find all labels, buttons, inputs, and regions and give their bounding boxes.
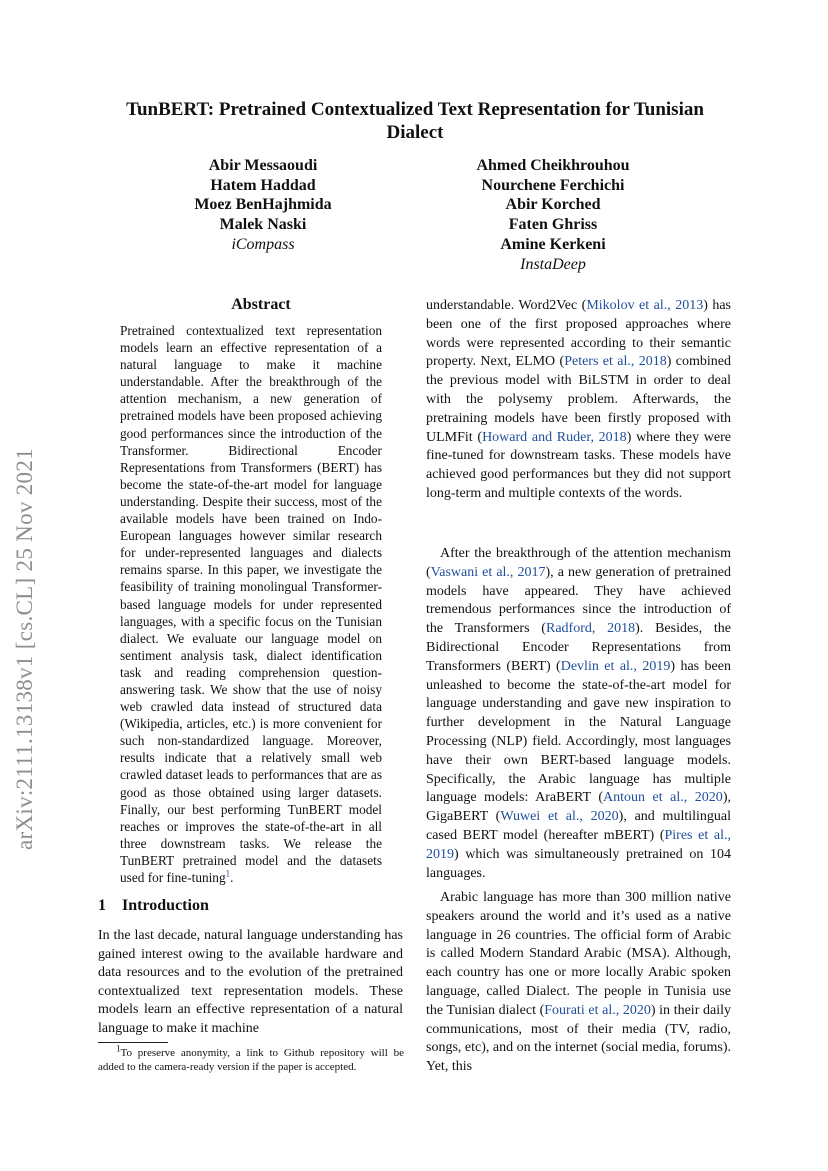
abstract-text: Pretrained contextualized text representation models learn an effective representation of a natural language to make it machine understandable. After the breakthrough of the attention mechanism, a new generation of pretrained models have been proposed achieving good performances since the introduction of the Transformer. Bidirectional Encoder Representations from Transformers (BERT) has become the state-of-the-art model for language understanding. Despite their success, most of the available models have been trained on Indo-European languages however similar research for under-represented languages and dialects remains sparse. In this paper, we investigate the feasibility of training monolingual Transformer-based language models for under represented languages, with a specific focus on the Tunisian dialect. We evaluate our language model on sentiment analysis task, dialect identification task and reading comprehension question-answering task. We show that the use of noisy web crawled data instead of structured data (Wikipedia, articles, etc.) is more convenient for such non-standardized language. Moreover, results indicate that a relatively small web crawled dataset leads to performances that are as good as those obtained using larger datasets. Finally, our best performing TunBERT model reaches or improves the state-of-the-art in all three downstream tasks. We release the TunBERT pretrained model and the datasets used for fine-tuning [120,323,382,885]
citation-link[interactable]: Howard and Ruder, 2018 [482,429,627,445]
author-name: Moez BenHajhmida [194,196,332,214]
citation-link[interactable]: Devlin et al., 2019 [560,658,671,674]
author-name: Nourchene Ferchichi [481,176,625,194]
author-block-left [188,156,338,255]
body-text: ), and multilingual cased BERT model (hereafter mBERT) ( [426,809,731,843]
footnote-number: 1 [116,1043,121,1054]
footnote [98,1043,404,1074]
author-name: Amine Kerkeni [500,235,606,253]
author-affiliation: iCompass [231,235,295,253]
arxiv-identifier-stamp: arXiv:2111.13138v1 [cs.CL] 25 Nov 2021 [12,448,37,850]
intro-paragraph: In the last decade, natural language understanding has gained interest owing to the available hardware and data resources and to the evolution of the pretrained contextualized text representation models. These models learn an effective representation of a natural language to make it machine [98,928,403,1036]
citation-link[interactable]: Vaswani et al., 2017 [430,564,546,580]
citation-link[interactable]: Fourati et al., 2020 [544,1002,651,1018]
author-name: Malek Naski [219,216,307,234]
author-name: Abir Messaoudi [208,157,318,174]
abstract-heading: Abstract [231,296,291,313]
body-text: ), a new generation of pretrained models have appeared. They have achieved tremendous performances since the introduction of the Transformers ( [426,564,731,637]
section-title: Introduction [122,897,209,914]
body-text: ) which was simultaneously pretrained on 104 languages. [426,846,731,881]
section-heading-introduction [98,897,209,915]
body-text: After the breakthrough of the attention mechanism ( [426,546,731,580]
body-text: ) has been unleashed to become the state-of-the-art model for language understanding and gave new inspiration to further development in the Natural Language Processing (NLP) field. Accordingly, most languages have their own BERT-based language models. Specifically, the Arabic language has multiple language models: AraBERT ( [426,658,731,806]
body-text: ) combined the previous model with BiLSTM in order to deal with the polysemy problem. Afterwards, the pretraining models have been firstly proposed with ULMFit ( [426,354,732,445]
section-number: 1 [98,897,106,914]
right-column-paragraph-2 [426,545,731,883]
author-name: Abir Korched [505,196,601,214]
author-block-right [445,156,661,274]
citation-link[interactable]: Mikolov et al., 2013 [586,298,704,313]
footnote-text: To preserve anonymity, a link to Github repository will be added to the camera-ready version if the paper is accepted. [98,1047,404,1073]
body-text: ) where they were fine-tuned for downstream tasks. These models have achieved good performances but they did not support long-term and multiple contexts of the words. [426,429,732,501]
author-affiliation: InstaDeep [520,255,586,273]
footnote-marker-link[interactable]: 1 [225,868,231,879]
right-column-paragraph-1 [426,297,731,504]
author-name: Ahmed Cheikhrouhou [476,157,630,174]
body-text: ) has been one of the first proposed approaches where words were represented according to their semantic property. Next, ELMO ( [426,298,731,370]
paper-title: TunBERT: Pretrained Contextualized Text Representation for Tunisian Dialect [126,99,704,143]
citation-link[interactable]: Antoun et al., 2020 [603,790,723,806]
citation-link[interactable]: Pires et al., 2019 [426,827,731,862]
body-text: Arabic language has more than 300 million native speakers around the world and it’s used as a native language in 26 countries. The official form of Arabic is called Modern Standard Arabic (MSA). Although, each country has one or more locally Arabic spoken language, called Dialect. The people in Tunisia use the Tunisian dialect ( [426,890,731,1018]
body-text: ) in their daily communications, most of their media (TV, radio, songs, etc), and on the internet (social media, forums). Yet, this [426,1002,731,1075]
footnote-divider [98,1042,168,1043]
body-text: ), GigaBERT ( [426,790,731,825]
body-text: understandable. Word2Vec ( [426,298,587,313]
abstract-body [120,322,382,886]
author-name: Faten Ghriss [508,216,598,234]
citation-link[interactable]: Peters et al., 2018 [564,354,667,370]
body-text: ). Besides, the Bidirectional Encoder Representations from Transformers (BERT) ( [426,621,731,674]
citation-link[interactable]: Radford, 2018 [545,621,636,637]
citation-link[interactable]: Wuwei et al., 2020 [500,809,619,825]
abstract-end: . [230,870,234,885]
right-column-paragraph-3 [426,889,731,1077]
author-name: Hatem Haddad [210,176,316,194]
